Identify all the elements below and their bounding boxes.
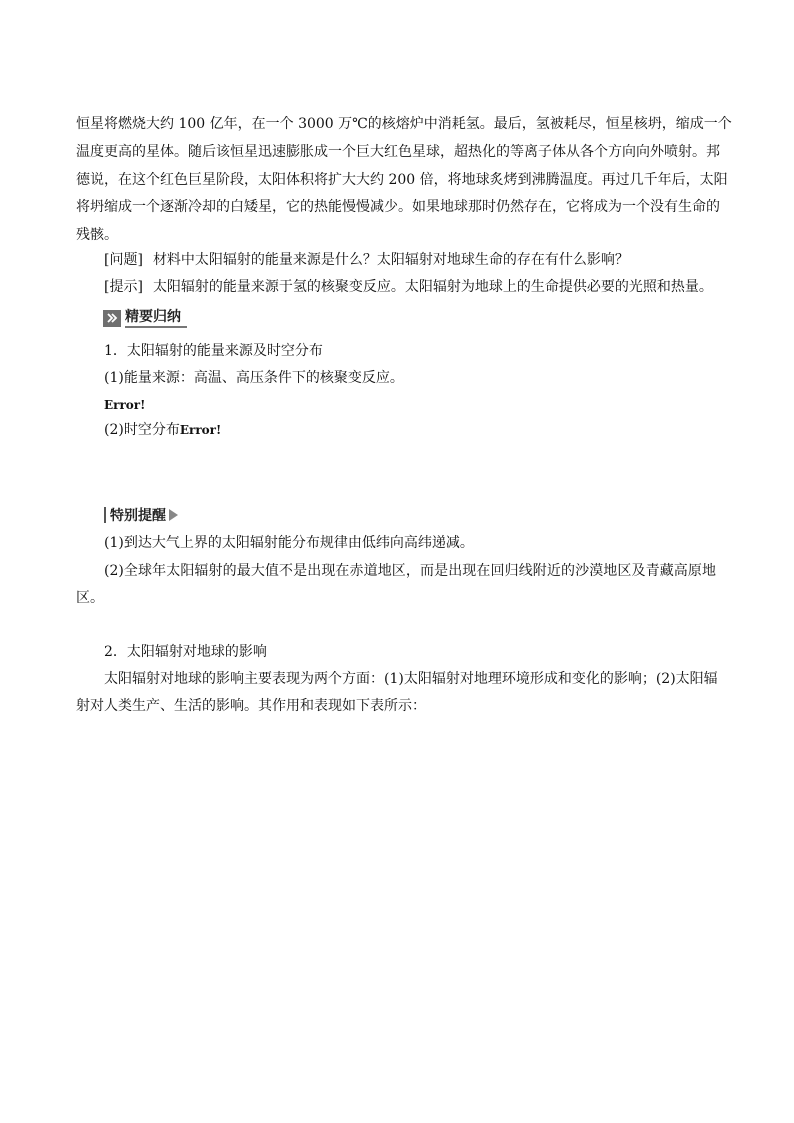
intro-line: 温度更高的星体。随后该恒星迅速膨胀成一个巨大红色星球，超热化的等离子体从各个方向向外喷射。邦	[76, 144, 720, 160]
tip-line: 区。	[76, 590, 104, 606]
item2-line: 太阳辐射对地球的影响主要表现为两个方面：(1)太阳辐射对地理环境形成和变化的影响；(2)太阳辐	[104, 671, 718, 687]
intro-line: 恒星将燃烧大约 100 亿年，在一个 3000 万℃的核熔炉中消耗氢。最后，氢被耗尽，恒星核坍，缩成一个	[76, 116, 732, 132]
section-badge-label: 精要归纳	[125, 309, 187, 328]
special-tip-label: 特别提醒	[110, 508, 166, 524]
question-label: [问题]	[104, 252, 143, 268]
item1-title: 1．太阳辐射的能量来源及时空分布	[104, 343, 323, 359]
triangle-right-icon	[169, 509, 178, 521]
item1-energy-source: (1)能量来源：高温、高压条件下的核聚变反应。	[104, 370, 404, 386]
item2-title: 2．太阳辐射对地球的影响	[104, 644, 267, 660]
question-row	[104, 250, 629, 270]
hint-row	[104, 277, 713, 297]
intro-line: 残骸。	[76, 227, 118, 243]
item1-distribution	[104, 420, 221, 440]
tip-line: (2)全球年太阳辐射的最大值不是出现在赤道地区，而是出现在回归线附近的沙漠地区及青藏高原地	[104, 563, 716, 579]
tip-line: (1)到达大气上界的太阳辐射能分布规律由低纬向高纬递减。	[104, 535, 474, 551]
hint-text: 太阳辐射的能量来源于氢的核聚变反应。太阳辐射为地球上的生命提供必要的光照和热量。	[152, 279, 713, 295]
question-text: 材料中太阳辐射的能量来源是什么？太阳辐射对地球生命的存在有什么影响？	[152, 252, 629, 268]
intro-line: 德说，在这个红色巨星阶段，太阳体积将扩大大约 200 倍，将地球炙烤到沸腾温度。再过几千年后，太阳	[76, 172, 728, 188]
hint-label: [提示]	[104, 279, 143, 295]
item1-distribution-label: (2)时空分布	[104, 422, 180, 438]
error-text: Error!	[104, 398, 146, 412]
intro-line: 将坍缩成一个逐渐冷却的白矮星，它的热能慢慢减少。如果地球那时仍然存在，它将成为一个没有生命的	[76, 199, 720, 215]
chevron-right-icon	[103, 310, 121, 327]
item2-line: 射对人类生产、生活的影响。其作用和表现如下表所示：	[76, 698, 426, 714]
error-text: Error!	[179, 423, 222, 437]
special-tip-header	[104, 506, 178, 524]
tip-bar	[104, 507, 106, 523]
section-badge	[103, 308, 187, 328]
